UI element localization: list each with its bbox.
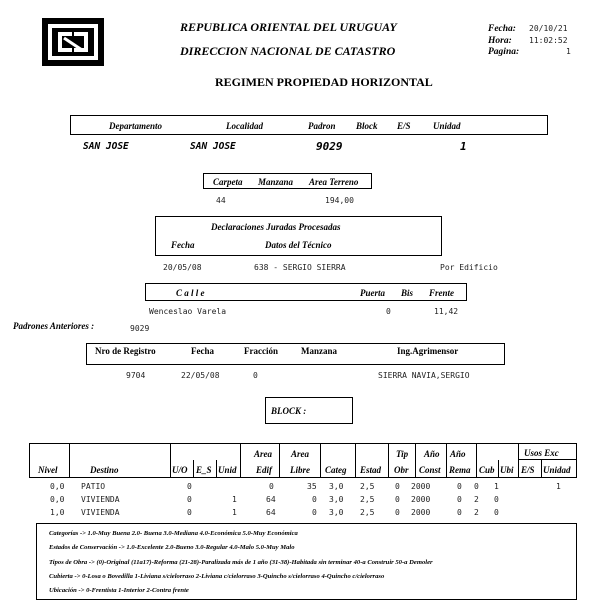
usos-underline [518,459,577,460]
pagina-label: Pagina: [488,47,520,57]
obr-cell: 0 [395,508,400,517]
padron-header: Padron [308,121,336,131]
carpeta-value: 44 [216,196,226,205]
declaracion-tipo-value: Por Edificio [440,263,498,272]
usos-es-header: E/S [521,465,535,475]
col-divider [415,443,416,478]
pagina-value: 1 [566,47,571,56]
uo-cell: 0 [187,508,192,517]
nivel-cell: 0,0 [50,482,65,491]
categ-cell: 3,0 [329,495,344,504]
cub-header: Cub [479,465,495,475]
uo-header: U/O [172,465,188,475]
block-header: Block [356,121,378,131]
destino-header: Destino [90,465,119,475]
nivel-cell: 0,0 [50,495,65,504]
hora-label: Hora: [488,36,512,46]
leyenda-categorias: Categorías -> 1.0-Muy Buena 2.0- Buena 3.0-Mediana 4.0-Económica 5.0-Muy Económica [49,530,298,537]
estad-cell: 2,5 [360,495,375,504]
puerta-header: Puerta [360,288,386,298]
col-divider [320,443,321,478]
declaracion-fecha-header: Fecha [171,240,195,250]
fecha-value: 20/10/21 [529,24,568,33]
usos-unidad-cell: 1 [556,482,561,491]
estad-cell: 2,5 [360,482,375,491]
edif-cell: 64 [266,508,276,517]
libre-cell: 0 [312,495,317,504]
registro-fecha-header: Fecha [191,346,214,356]
rema-cell: 0 [457,508,462,517]
col-divider [216,460,217,478]
cub-cell: 2 [474,508,479,517]
rema-cell: 0 [457,495,462,504]
col-divider [279,443,280,478]
header-title-regimen: REGIMEN PROPIEDAD HORIZONTAL [215,75,433,89]
area-terreno-header: Area Terreno [309,177,359,187]
const-header: Const [419,465,441,475]
col-divider [541,460,542,478]
fraccion-value: 0 [253,371,258,380]
padron-value: 9029 [316,140,343,153]
libre-cell: 0 [312,508,317,517]
es-col-header: E_S [196,465,212,475]
categ-cell: 3,0 [329,508,344,517]
libre-cell: 35 [307,482,317,491]
area-terreno-value: 194,00 [325,196,354,205]
destino-cell: VIVIENDA [81,495,120,504]
leyenda-estados: Estados de Conservación -> 1.0-Excelente 2.0-Bueno 3.0-Regular 4.0-Malo 5.0-Muy Malo [49,544,295,551]
ubi-cell: 0 [494,495,499,504]
edif-cell: 0 [269,482,274,491]
usos-exc-header: Usos Exc [524,448,559,458]
unid-cell: 1 [232,495,237,504]
col-divider [193,460,194,478]
localidad-value: SAN JOSE [190,141,236,152]
calle-value: Wenceslao Varela [149,307,227,316]
frente-header: Frente [429,288,455,298]
catastro-logo [42,18,104,66]
nivel-header: Nivel [38,465,58,475]
destino-cell: VIVIENDA [81,508,120,517]
manzana-header: Manzana [258,177,294,187]
area-edif-header-top: Area [254,449,272,459]
rema-cell: 0 [457,482,462,491]
area-libre-header: Libre [290,465,310,475]
usos-unidad-header: Unidad [543,465,571,475]
fraccion-header: Fracción [244,346,278,356]
leyenda-ubicacion: Ubicación -> 0-Frentista 1-Interior 2-Contra frente [49,587,189,594]
obr-header: Obr [394,465,409,475]
ubi-header: Ubi [500,465,514,475]
bis-header: Bis [401,288,414,298]
agrimensor-header: Ing.Agrimensor [397,346,459,356]
block-label: BLOCK : [271,406,307,416]
col-divider [446,443,447,478]
leyenda-tipos-obra: Tipos de Obra -> (0)-Original (11a17)-Reforma (21-28)-Paralizada más de 1 año (31-38)-Habitada sin terminar 40-a Construir 50-a Demoler [49,559,433,566]
unidad-value: 1 [460,140,467,153]
registro-manzana-header: Manzana [301,346,337,356]
calle-header: C a l l e [176,288,205,298]
fecha-label: Fecha: [488,24,516,34]
registro-fecha-value: 22/05/08 [181,371,220,380]
cub-cell: 0 [474,482,479,491]
col-divider [498,460,499,478]
tecnico-value: 638 - SERGIO SIERRA [254,263,346,272]
col-divider [69,443,70,478]
departamento-header: Departamento [109,121,162,131]
frente-value: 11,42 [434,307,459,316]
anio-rema-header-top: Año [450,449,466,459]
area-libre-header-top: Area [291,449,309,459]
puerta-value: 0 [386,307,391,316]
col-divider [388,443,389,478]
col-divider [518,443,519,478]
uo-cell: 0 [187,482,192,491]
declaraciones-title: Declaraciones Juradas Procesadas [211,222,341,232]
ubi-cell: 1 [494,482,499,491]
col-divider [355,443,356,478]
nivel-cell: 1,0 [50,508,65,517]
es-header: E/S [397,121,411,131]
uo-cell: 0 [187,495,192,504]
cub-cell: 2 [474,495,479,504]
carpeta-header: Carpeta [213,177,243,187]
unid-cell: 1 [232,508,237,517]
ubi-cell: 0 [494,508,499,517]
col-divider [476,443,477,478]
col-divider [170,443,171,478]
const-cell: 2000 [411,508,431,517]
categ-cell: 3,0 [329,482,344,491]
departamento-value: SAN JOSE [83,141,129,152]
col-divider [240,443,241,478]
unidad-header: Unidad [433,121,461,131]
leyenda-cubierta: Cubierta -> 0-Losa o Bovedilla 1-Liviana s/cielorraso 2-Liviana c/cielorraso 3-Quincho s/cielorraso 4-Quincho c/cielorraso [49,573,385,580]
agrimensor-value: SIERRA NAVIA,SERGIO [378,371,470,380]
declaracion-fecha-value: 20/05/08 [163,263,202,272]
destino-cell: PATIO [81,482,106,491]
nro-registro-header: Nro de Registro [95,346,156,356]
rema-header: Rema [449,465,471,475]
categ-header: Categ [325,465,347,475]
padrones-anteriores-label: Padrones Anteriores : [13,321,95,331]
header-title-direccion: DIRECCION NACIONAL DE CATASTRO [180,44,396,58]
localidad-header: Localidad [226,121,263,131]
nro-registro-value: 9704 [126,371,146,380]
tecnico-header: Datos del Técnico [265,240,332,250]
estad-header: Estad [360,465,382,475]
const-cell: 2000 [411,495,431,504]
hora-value: 11:02:52 [529,36,568,45]
obr-cell: 0 [395,495,400,504]
unid-header: Unid [218,465,237,475]
obr-cell: 0 [395,482,400,491]
padrones-anteriores-value: 9029 [130,324,150,333]
header-title-republica: REPUBLICA ORIENTAL DEL URUGUAY [180,20,397,34]
tip-header: Tip [396,449,409,459]
area-edif-header: Edif [256,465,273,475]
anio-const-header-top: Año [424,449,440,459]
estad-cell: 2,5 [360,508,375,517]
edif-cell: 64 [266,495,276,504]
const-cell: 2000 [411,482,431,491]
